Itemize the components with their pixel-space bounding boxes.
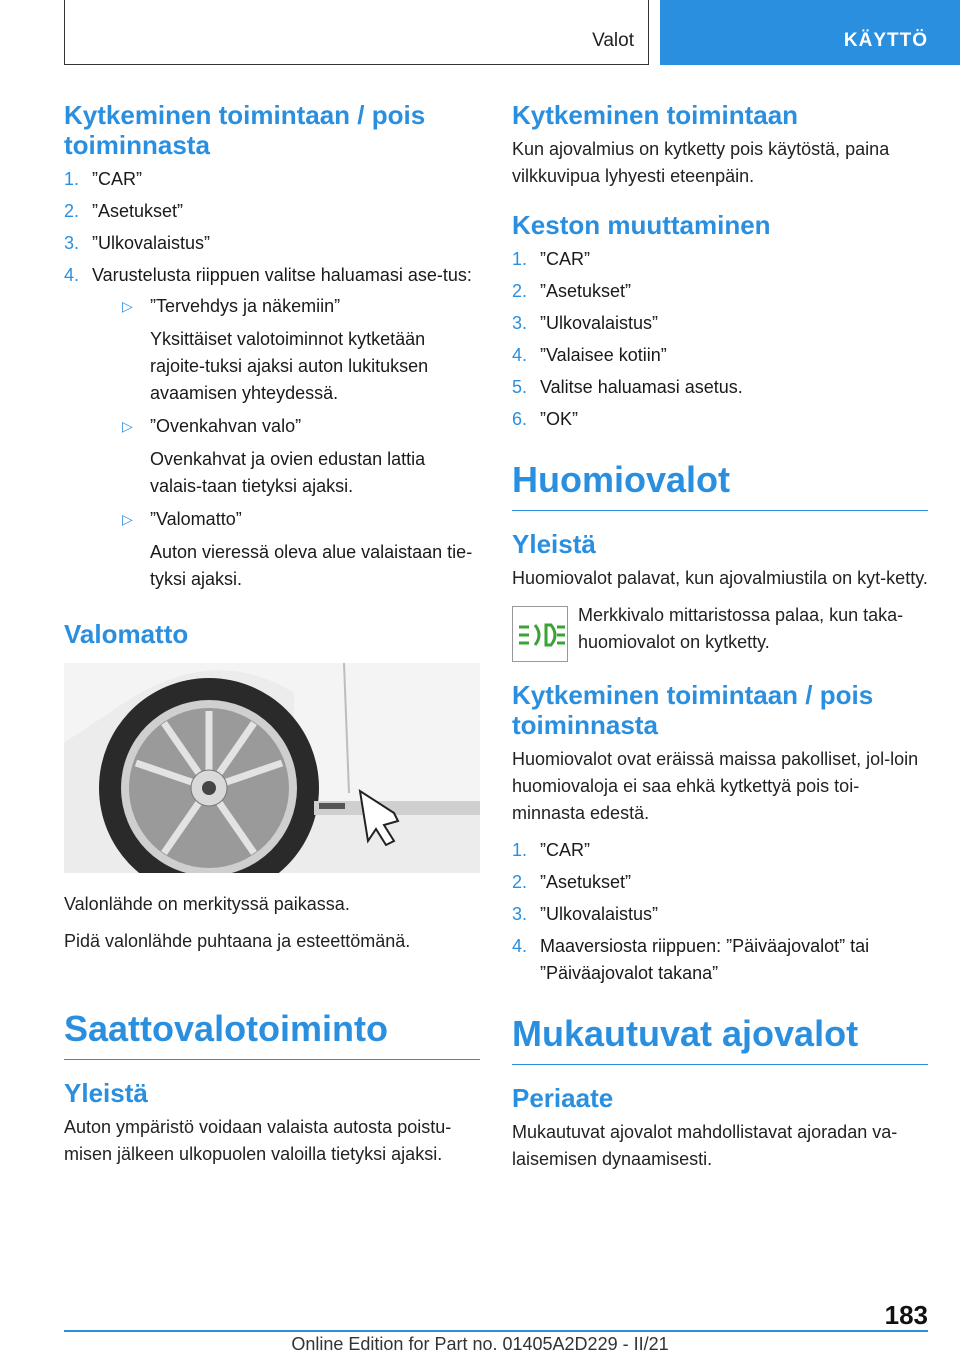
- chapter-tab: [660, 0, 960, 65]
- valomatto-text-2: Pidä valonlähde puhtaana ja esteettömänä.: [64, 931, 411, 951]
- option-item: ▷ ”Tervehdys ja näkemiin” Yksittäiset valotoiminnot kytketään rajoite-tuksi ajaksi auton lukituksen avaamisen yhteydessä.: [92, 293, 480, 407]
- header-box: [64, 0, 649, 65]
- list-item: 1. ”CAR”: [512, 840, 590, 860]
- edition-text: Online Edition for Part no. 01405A2D229 - II/21: [291, 1334, 669, 1354]
- heading-keston: Keston muuttaminen: [512, 210, 771, 240]
- indicator-row: [512, 602, 928, 660]
- indicator-text: Merkkivalo mittaristossa palaa, kun taka-huomiovalot on kytketty.: [578, 605, 904, 652]
- list-item: 4. ”Valaisee kotiin”: [512, 345, 667, 365]
- list-item: 3. ”Ulkovalaistus”: [512, 313, 659, 333]
- heading-mukautuvat: Mukautuvat ajovalot: [512, 1012, 928, 1065]
- heading-switch: Kytkeminen toimintaan / pois toiminnasta: [64, 100, 426, 160]
- triangle-icon: ▷: [122, 298, 133, 314]
- switch-steps-2: [512, 837, 928, 987]
- list-item: 6. ”OK”: [512, 409, 578, 429]
- footer-divider: [64, 1330, 928, 1332]
- list-item: 2. ”Asetukset”: [512, 872, 632, 892]
- car-wheel-image: [64, 663, 480, 873]
- list-item: 1. ”CAR”: [512, 249, 590, 269]
- left-column: [64, 100, 480, 1168]
- heading-huomiovalot: Huomiovalot: [512, 458, 928, 511]
- heading-periaate: Periaate: [512, 1083, 614, 1113]
- keston-steps: [512, 246, 928, 433]
- list-item: 4. Varustelusta riippuen valitse haluamasi ase-tus: ▷ ”Tervehdys ja näkemiin” Yksittäiset valotoiminnot kytketään rajoite-tuksi ajaksi auton lukituksen avaamisen yhteydessä. ▷ ”Ovenkahvan valo” Ovenkahvat ja ovien edustan lattia valais-taan tietyksi ajaksi. ▷ ”Valomatto” Auton vieressä oleva alue valaistaan tie-tyksi ajaksi.: [64, 262, 480, 593]
- chapter-title: KÄYTTÖ: [843, 30, 928, 51]
- valomatto-text-1: Valonlähde on merkityssä paikassa.: [64, 894, 350, 914]
- list-item: 4. Maaversiosta riippuen: ”Päiväajovalot” tai ”Päiväajovalot takana”: [512, 936, 870, 983]
- kytkeminen-text: Kun ajovalmius on kytketty pois käytöstä, paina vilkkuvipua lyhyesti eteenpäin.: [512, 139, 890, 186]
- list-item: 2. ”Asetukset”: [512, 281, 632, 301]
- option-item: ▷ ”Ovenkahvan valo” Ovenkahvat ja ovien edustan lattia valais-taan tietyksi ajaksi.: [92, 413, 480, 500]
- heading-yleista-2: Yleistä: [512, 529, 596, 559]
- heading-kytkeminen: Kytkeminen toimintaan: [512, 100, 799, 130]
- section-title: Valot: [592, 30, 634, 51]
- list-item: 3. ”Ulkovalaistus”: [64, 233, 211, 253]
- page-number: 183: [884, 1300, 928, 1330]
- list-item: 1. ”CAR”: [64, 169, 142, 189]
- heading-valomatto: Valomatto: [64, 619, 189, 649]
- triangle-icon: ▷: [122, 418, 133, 434]
- periaate-text: Mukautuvat ajovalot mahdollistavat ajoradan va-laisemisen dynaamisesti.: [512, 1122, 898, 1169]
- saatto-text: Auton ympäristö voidaan valaista autosta poistu-misen jälkeen ulkopuolen valoilla tietyksi ajaksi.: [64, 1117, 452, 1164]
- rear-fog-indicator-icon: [512, 606, 568, 662]
- option-list: [92, 293, 480, 593]
- triangle-icon: ▷: [122, 511, 133, 527]
- heading-saattovalo: Saattovalotoiminto: [64, 1007, 480, 1060]
- heading-yleista: Yleistä: [64, 1078, 148, 1108]
- heading-switch-2: Kytkeminen toimintaan / pois toiminnasta: [512, 680, 874, 740]
- switch-steps: [64, 166, 480, 593]
- huomio-text: Huomiovalot palavat, kun ajovalmiustila on kyt-ketty.: [512, 568, 928, 588]
- right-column: [512, 100, 928, 1173]
- list-item: 5. Valitse haluamasi asetus.: [512, 377, 743, 397]
- option-item: ▷ ”Valomatto” Auton vieressä oleva alue valaistaan tie-tyksi ajaksi.: [92, 506, 480, 593]
- list-item: 3. ”Ulkovalaistus”: [512, 904, 659, 924]
- list-item: 2. ”Asetukset”: [64, 201, 184, 221]
- switch-text: Huomiovalot ovat eräissä maissa pakolliset, jol-loin huomiovaloja ei saa ehkä kytkettyä pois toi-minnasta edestä.: [512, 749, 919, 823]
